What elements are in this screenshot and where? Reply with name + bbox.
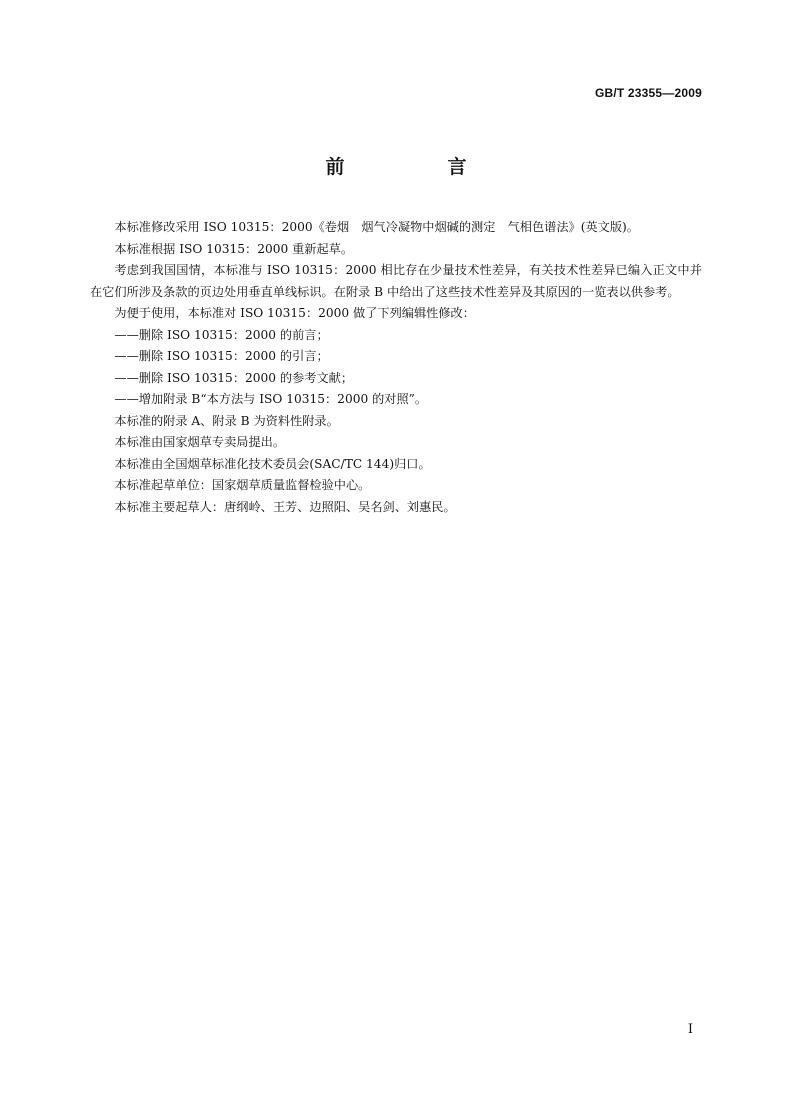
paragraph-adoption: 本标准修改采用 ISO 10315：2000《卷烟 烟气冷凝物中烟碱的测定 气相色谱法》(英文版)。 [114,220,639,234]
paragraph-editorial-changes: 为便于使用，本标准对 ISO 10315：2000 做了下列编辑性修改： [114,306,475,320]
paragraph-drafting-unit: 本标准起草单位：国家烟草质量监督检验中心。 [114,478,371,492]
standard-code: GB/T 23355—2009 [594,86,702,100]
paragraph-annexes: 本标准的附录 A、附录 B 为资料性附录。 [114,413,339,428]
list-item-remove-foreword: ——删除 ISO 10315：2000 的前言； [114,327,329,342]
list-item-remove-bibliography: ——删除 ISO 10315：2000 的参考文献； [114,370,354,385]
list-item-add-annex-b: ——增加附录 B“本方法与 ISO 10315：2000 的对照”。 [114,392,428,406]
paragraph-drafters: 本标准主要起草人：唐纲岭、王芳、边照阳、吴名剑、刘惠民。 [114,499,456,514]
list-item-remove-introduction: ——删除 ISO 10315：2000 的引言； [114,349,329,363]
paragraph-drafting-basis: 本标准根据 ISO 10315：2000 重新起草。 [114,241,354,256]
paragraph-proposer: 本标准由国家烟草专卖局提出。 [114,435,286,449]
foreword-body [90,217,702,518]
page-title: 前 言 [325,156,509,178]
paragraph-committee: 本标准由全国烟草标准化技术委员会(SAC/TC 144)归口。 [114,456,431,471]
paragraph-technical-differences: 考虑到我国国情，本标准与 ISO 10315：2000 相比存在少量技术性差异，有关技术性差异已编入正文中并在它们所涉及条款的页边处用垂直单线标识。在附录 B 中给出了这些技术性差异及其原因的一览表以供参考。 [90,263,702,299]
page-number: I [687,1022,693,1037]
